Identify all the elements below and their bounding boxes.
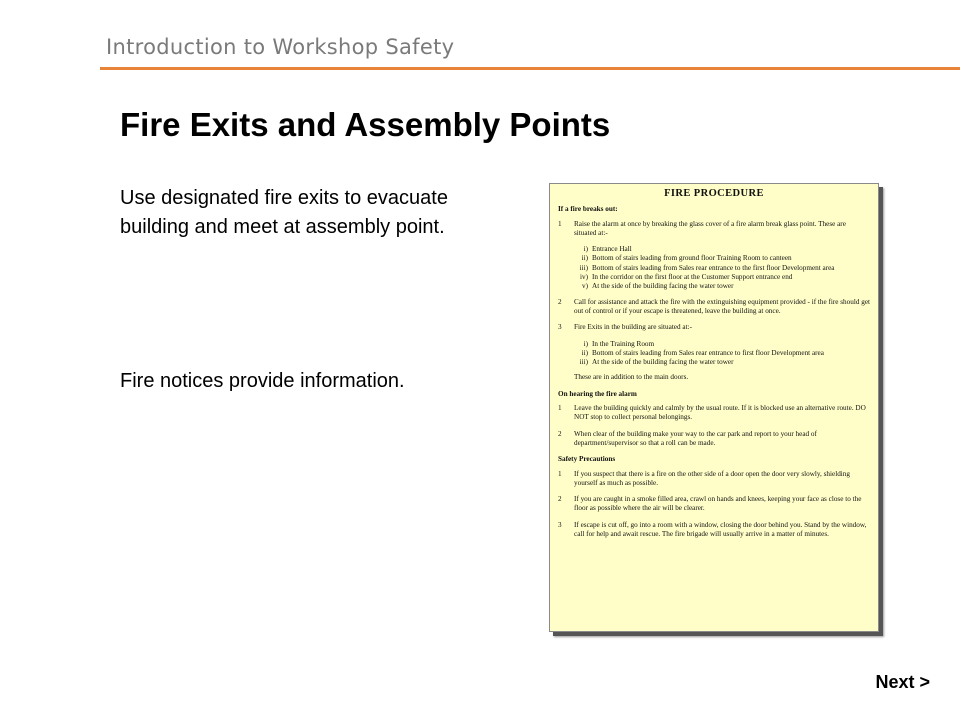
notice-item [558, 470, 870, 489]
notice-item [558, 298, 870, 317]
notice-subitem-number: iii) [579, 263, 588, 272]
notice-item-number: 2 [558, 297, 562, 306]
notice-subitem-text: In the corridor on the first floor at the Customer Support entrance end [592, 273, 793, 282]
notice-subitem [574, 349, 870, 358]
notice-item-number: 2 [558, 495, 562, 504]
notice-item-number: 3 [558, 323, 562, 332]
notice-item-text: If escape is cut off, go into a room with a window, closing the door behind you. Stand by the window, call for help and await rescue. The fire brigade will usually arrive in a matter of minutes. [574, 520, 867, 539]
notice-section-heading: Safety Precautions [558, 455, 616, 464]
notice-subitem [574, 282, 870, 291]
notice-sublist [574, 340, 870, 368]
header-divider [100, 67, 960, 70]
notice-item-number: 3 [558, 520, 562, 529]
notice-item-text: Leave the building quickly and calmly by the usual route. If it is blocked use an alternative route. DO NOT stop to collect personal belongings. [574, 404, 866, 422]
next-button[interactable]: Next > [875, 672, 930, 692]
notice-item-text: When clear of the building make your way to the car park and report to your head of department/supervisor so that a roll can be made. [574, 429, 817, 447]
notice-title: FIRE PROCEDURE [664, 188, 764, 199]
notice-item [558, 430, 870, 449]
notice-item-text: If you are caught in a smoke filled area, crawl on hands and knees, keeping your face as close to the floor as possible where the air will be clearer. [574, 495, 862, 513]
notice-subitem [574, 358, 870, 367]
notice-item-number: 1 [558, 219, 562, 228]
notice-item-text: If you suspect that there is a fire on the other side of a door open the door very slowly, shielding yourself as much as possible. [574, 469, 850, 487]
notice-subitem-text: Bottom of stairs leading from ground floor Training Room to canteen [592, 254, 792, 263]
notice-subitem-text: Bottom of stairs leading from Sales rear entrance to first floor Development area [592, 348, 824, 357]
body-text-exits: Use designated fire exits to evacuate building and meet at assembly point. [120, 187, 448, 238]
notice-subitem-text: At the side of the building facing the water tower [592, 358, 734, 367]
notice-subitem-number: i) [583, 245, 588, 254]
notice-item [558, 323, 870, 332]
notice-item-number: 2 [558, 429, 562, 438]
notice-subitem-text: At the side of the building facing the water tower [592, 282, 734, 291]
notice-item [558, 220, 870, 239]
notice-item-text: Fire Exits in the building are situated at:- [574, 323, 692, 332]
notice-subitem [574, 254, 870, 263]
notice-subitem [574, 245, 870, 254]
notice-item [558, 404, 870, 423]
notice-section [558, 455, 870, 539]
notice-item-number: 1 [558, 404, 562, 413]
notice-subitem [574, 264, 870, 273]
notice-section [558, 205, 870, 382]
notice-subitem-number: ii) [581, 348, 588, 357]
body-text-notices: Fire notices provide information. [120, 370, 405, 392]
notice-subitem-text: In the Training Room [592, 339, 655, 348]
notice-item-text: Raise the alarm at once by breaking the glass cover of a fire alarm break glass point. These are situated at:- [574, 219, 846, 237]
notice-sublist [574, 245, 870, 291]
notice-subitem-text: Bottom of stairs leading from Sales rear entrance to the first floor Development area [592, 263, 835, 272]
notice-subitem-number: v) [582, 282, 588, 291]
header-title: Introduction to Workshop Safety [106, 35, 455, 59]
notice-subitem-text: Entrance Hall [592, 245, 632, 254]
notice-subitem [574, 273, 870, 282]
notice-subitem-number: ii) [581, 254, 588, 263]
notice-item [558, 521, 870, 540]
notice-subitem-number: iii) [579, 358, 588, 367]
notice-subitem [574, 340, 870, 349]
notice-section [558, 390, 870, 448]
slide-title: Fire Exits and Assembly Points [120, 106, 611, 143]
notice-section-heading: If a fire breaks out: [558, 205, 618, 214]
notice-item-text: Call for assistance and attack the fire with the extinguishing equipment provided - if the fire should get out of control or if your escape is threatened, leave the building at once. [574, 297, 871, 315]
notice-subitem-number: iv) [580, 273, 588, 282]
notice-item-note: These are in addition to the main doors. [574, 373, 689, 382]
notice-item [558, 495, 870, 514]
fire-procedure-notice [549, 183, 879, 632]
notice-item-number: 1 [558, 469, 562, 478]
notice-section-heading: On hearing the fire alarm [558, 389, 637, 398]
notice-subitem-number: i) [583, 339, 588, 348]
